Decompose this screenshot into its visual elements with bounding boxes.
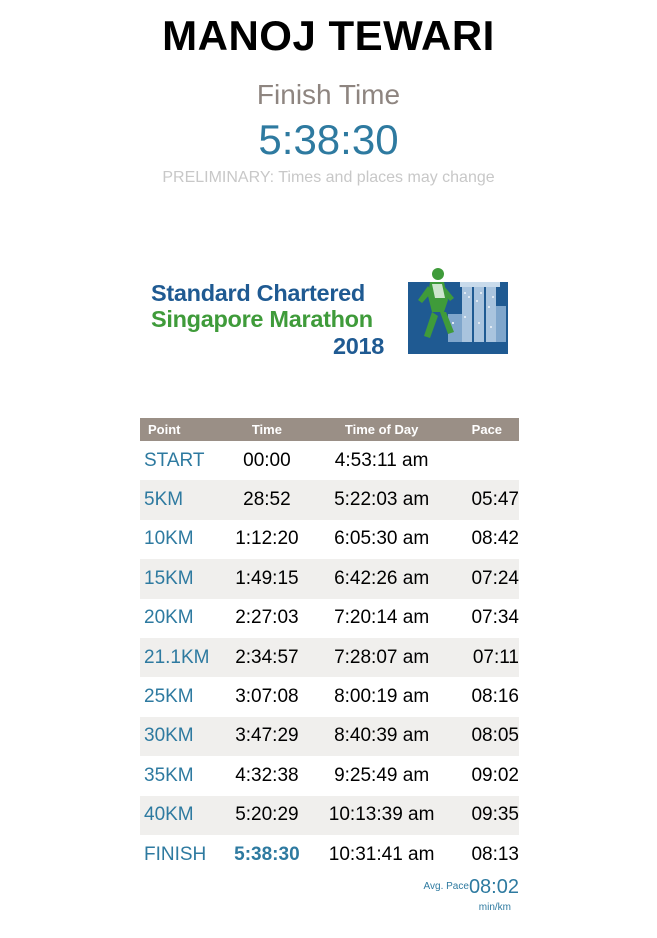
finish-time-value: 5:38:30 (258, 116, 399, 163)
finish-time-label: Finish Time (256, 79, 401, 110)
split-row-5km (140, 480, 519, 519)
split-time: 28:52 (225, 480, 308, 519)
split-time-of-day: 10:13:39 am (309, 796, 455, 835)
split-pace: 07:34 (471, 607, 519, 629)
splits-header-row (140, 418, 519, 441)
split-time: 3:07:08 (235, 686, 299, 708)
split-time-of-day: 8:40:39 am (309, 717, 455, 756)
event-logo (148, 266, 510, 358)
split-point: 35KM (144, 764, 194, 786)
split-point: 30KM (140, 717, 225, 756)
split-point: 25KM (144, 686, 194, 708)
split-time: 5:20:29 (225, 796, 308, 835)
split-row-start (140, 441, 519, 480)
split-time-of-day: 6:05:30 am (334, 528, 430, 550)
split-time-of-day: 7:28:07 am (309, 638, 455, 677)
split-pace: 05:47 (455, 480, 519, 519)
split-time-of-day: 7:20:14 am (334, 607, 430, 629)
split-pace: 07:24 (455, 559, 519, 598)
split-point: START (144, 449, 205, 471)
header-time: Time (225, 418, 308, 441)
runner-skyline-emblem-icon (408, 266, 508, 356)
split-point: 15KM (140, 559, 225, 598)
split-time: 1:49:15 (225, 559, 308, 598)
split-row-15km (140, 559, 519, 598)
average-pace (424, 876, 519, 899)
split-pace (455, 441, 519, 480)
split-row-40km (140, 796, 519, 835)
split-row-10km (140, 520, 519, 559)
split-time: 1:12:20 (235, 528, 299, 550)
split-row-35km (140, 756, 519, 795)
split-row-30km (140, 717, 519, 756)
split-time: 2:34:57 (225, 638, 308, 677)
split-point: 21.1KM (140, 638, 225, 677)
split-pace: 09:35 (455, 796, 519, 835)
split-row-25km (140, 677, 519, 716)
preliminary-notice: PRELIMINARY: Times and places may change (162, 169, 495, 186)
split-time-of-day: 9:25:49 am (334, 764, 430, 786)
header-point: Point (140, 418, 225, 441)
split-time: 2:27:03 (235, 607, 299, 629)
split-row-20km (140, 599, 519, 638)
split-point: 5KM (140, 480, 225, 519)
header-time-of-day: Time of Day (309, 418, 455, 441)
average-pace-unit: min/km (478, 902, 511, 913)
average-pace-label: Avg. Pace (423, 881, 469, 892)
header-pace: Pace (455, 418, 519, 441)
split-row-21km (140, 638, 519, 677)
split-point: 10KM (144, 528, 194, 550)
split-time: 00:00 (243, 449, 291, 471)
split-time: 3:47:29 (225, 717, 308, 756)
split-time-of-day: 8:00:19 am (334, 686, 430, 708)
logo-text-line-3: 2018 (333, 333, 385, 359)
split-pace: 09:02 (471, 764, 519, 786)
split-point: 40KM (140, 796, 225, 835)
split-pace: 07:11 (455, 638, 519, 677)
split-pace: 08:42 (471, 528, 519, 550)
average-pace-value: 08:02 (468, 876, 519, 898)
split-row-finish (140, 835, 519, 874)
split-pace: 08:13 (471, 843, 519, 865)
split-point: 20KM (144, 607, 194, 629)
split-pace: 08:16 (471, 686, 519, 708)
logo-text-line-2: Singapore Marathon (151, 306, 373, 332)
split-time: 5:38:30 (234, 843, 300, 865)
runner-name: MANOJ TEWARI (162, 12, 495, 59)
split-time-of-day: 10:31:41 am (328, 843, 435, 865)
split-time-of-day: 4:53:11 am (334, 449, 429, 471)
splits-table (140, 418, 519, 874)
split-pace: 08:05 (455, 717, 519, 756)
logo-text-line-1: Standard Chartered (151, 280, 365, 306)
split-time-of-day: 6:42:26 am (309, 559, 455, 598)
split-time: 4:32:38 (235, 764, 299, 786)
split-point: FINISH (144, 843, 207, 865)
split-time-of-day: 5:22:03 am (309, 480, 455, 519)
